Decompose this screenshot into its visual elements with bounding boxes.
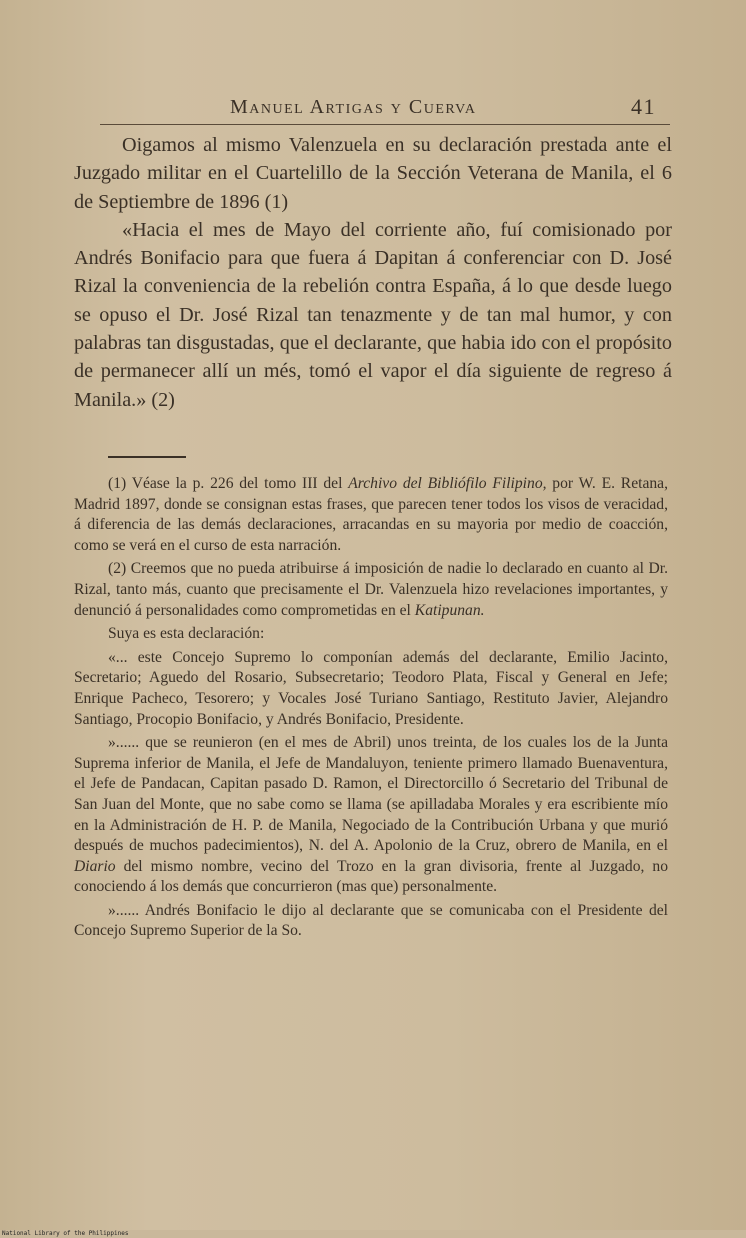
paragraph-quote: «Hacia el mes de Mayo del corriente año, fuí comisionado por Andrés Bonifacio para que fuera á Dapitan á conferenciar con D. José Rizal la conveniencia de la rebelión contra España, á lo que desde luego se opuso el Dr. José Rizal tan tenazmente y de tan mal humor, y con palabras tan disgustadas, que el declarante, que habia ido con el propósito de permanecer allí un més, tomó el vapor el día siguiente de regreso á Manila.» (2) [74, 218, 672, 411]
running-title: Manuel Artigas y Cuerva [230, 96, 477, 118]
footnote-2-newspaper: Diario [74, 857, 116, 875]
library-credit: National Library of the Philippines [2, 1230, 129, 1237]
footnote-2 [74, 559, 668, 621]
footnote-2-quote-3: »...... Andrés Bonifacio le dijo al declarante que se comunicaba con el Presidente del Concejo Supremo Superior de la So. [74, 901, 668, 940]
page-number: 41 [631, 94, 656, 119]
page-header [230, 96, 670, 122]
footnote-2-organization: Katipunan. [414, 601, 485, 619]
footnote-2-quote-2 [74, 733, 668, 898]
main-text [74, 131, 672, 414]
footnote-2-quote-2-text: »...... que se reunieron (en el mes de Abril) unos treinta, de los cuales los de la Junta Suprema inferior de Manila, el Jefe de Mandaluyon, teniente primero llamado Buenaventura, el Jefe de Pandacan, Capitan pasado D. Ramon, el Directorcillo ó Secretario del Tribunal de San Juan del Monte, que no sabe como se llama (se apilladaba Morales y era escribiente mío en la Administración de H. P. de Manila, Negociado de la Contribución Urbana y que murió después de muchos padecimientos), N. del A. Apolonio de la Cruz, obrero de Manila, en el [74, 734, 668, 855]
footnote-1 [74, 474, 668, 556]
footnote-2-quote-2-rest: del mismo nombre, vecino del Trozo en la gran divisoria, frente al Juzgado, no conociendo á los demás que concurrieron (mas que) personalmente. [74, 857, 668, 896]
footnote-2-quote-1: «... este Concejo Supremo lo componían además del declarante, Emilio Jacinto, Secretario; Aguedo del Rosario, Subsecretario; Teodoro Plata, Fiscal y General en Jefe; Enrique Pacheco, Tesorero; y Vocales José Turiano Santiago, Restituto Javier, Alejandro Santiago, Procopio Bonifacio, y Andrés Bonifacio, Presidente. [74, 648, 668, 728]
header-rule [100, 124, 670, 125]
footnote-1-text: (1) Véase la p. 226 del tomo III del [108, 475, 349, 492]
footnote-rule [108, 456, 186, 458]
footnote-1-rest: por W. E. Retana, Madrid 1897, donde se consignan estas frases, que parecen tener todos los visos de veracidad, á diferencia de las demás declaraciones, arracandas en su mayoria por medio de coacción, como se verá en el curso de esta narración. [74, 475, 669, 554]
footnotes [74, 474, 668, 945]
paragraph-intro: Oigamos al mismo Valenzuela en su declaración prestada ante el Juzgado militar en el Cuartelillo de la Sección Veterana de Manila, el 6 de Septiembre de 1896 (1) [74, 134, 672, 213]
footnote-2-text: (2) Creemos que no pueda atribuirse á imposición de nadie lo declarado en cuanto al Dr. Rizal, tanto más, cuanto que precisamente el Dr. Valenzuela hizo revelaciones importantes, y denunció á personalidades como comprometidas en el [74, 560, 668, 619]
footnote-1-work-title: Archivo del Bibliófilo Filipino, [348, 475, 547, 492]
footnote-2-lead: Suya es esta declaración: [108, 625, 265, 643]
